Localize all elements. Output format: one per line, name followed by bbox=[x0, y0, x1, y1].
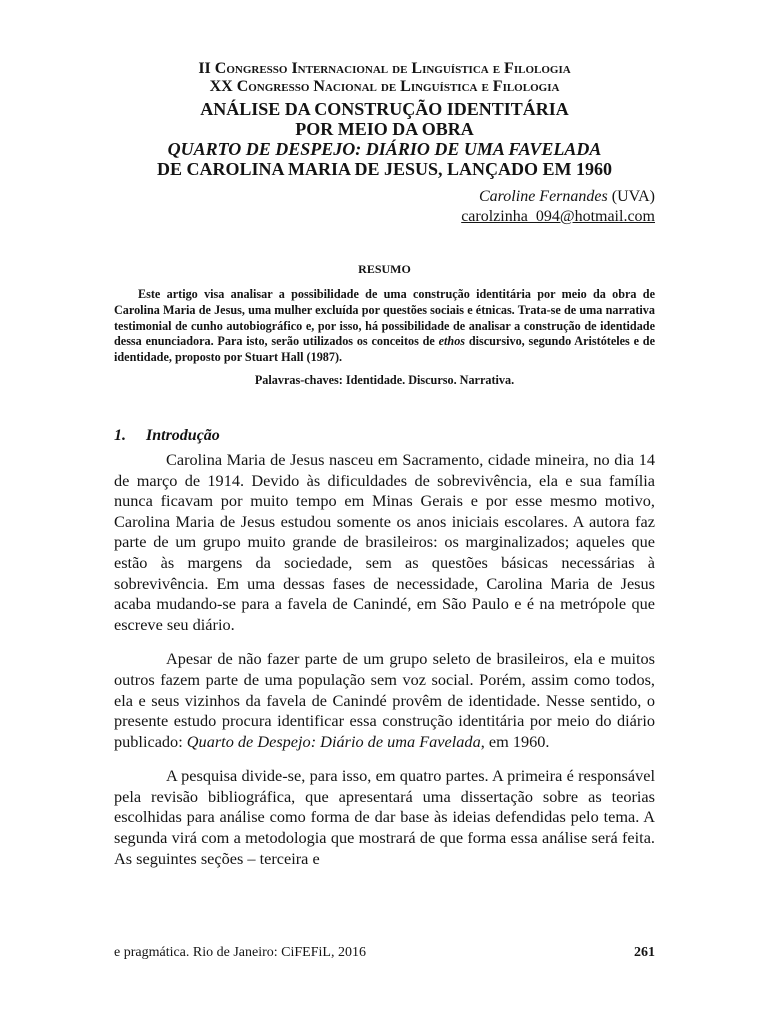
section-heading bbox=[114, 426, 655, 446]
title-line-3-work: QUARTO DE DESPEJO: DIÁRIO DE UMA FAVELADA bbox=[167, 139, 602, 159]
title-line-2: POR MEIO DA OBRA bbox=[295, 119, 474, 139]
paragraph-2-part-a: Apesar de não fazer parte de um grupo seleto de brasileiros, ela e muitos outros fazem parte de uma população sem voz social. Porém, assim como todos, ela e seus vizinhos da favela de Canindé provêm de identidade. Nesse sentido, o presente estudo procura identificar essa construção identitária por meio do diário publicado: bbox=[114, 649, 655, 751]
page-footer bbox=[114, 944, 655, 962]
abstract-text-part-b: discursivo, segundo Aristóteles e de identidade, proposto por Stuart Hall (1987). bbox=[114, 334, 655, 365]
author-affiliation: (UVA) bbox=[607, 188, 655, 205]
title-line-4: DE CAROLINA MARIA DE JESUS, LANÇADO EM 1960 bbox=[156, 159, 613, 179]
congress-line-2: XX Congresso Nacional de Linguística e Filologia bbox=[209, 78, 560, 95]
keywords: Palavras-chaves: Identidade. Discurso. Narrativa. bbox=[254, 372, 515, 387]
body-paragraph-1: Carolina Maria de Jesus nasceu em Sacramento, cidade mineira, no dia 14 de março de 1914. Devido às dificuldades de sobrevivência, ela e sua família nunca ficavam por muito tempo em Minas Gerais e por esse mesmo motivo, Carolina Maria de Jesus estudou somente os anos iniciais escolares. A autora faz parte de um grupo muito grande de brasileiros: os marginalizados; aqueles que estão às margens da sociedade, sem as questões básicas necessárias à sobrevivência. Em uma dessas fases de necessidade, Carolina Maria de Jesus acaba mudando-se para a favela de Canindé, em São Paulo e é na metrópole que escreve seu diário. bbox=[114, 449, 655, 634]
title-line-1: ANÁLISE DA CONSTRUÇÃO IDENTITÁRIA bbox=[200, 99, 569, 119]
paragraph-2-work-title: Quarto de Despejo: Diário de uma Favelada bbox=[186, 731, 481, 751]
paragraph-2-part-b: , em 1960. bbox=[480, 731, 550, 751]
author-name: Caroline Fernandes bbox=[479, 188, 608, 205]
paper-page bbox=[114, 60, 655, 869]
abstract-heading: RESUMO bbox=[358, 262, 411, 276]
congress-line-1: II Congresso Internacional de Linguística e Filologia bbox=[198, 60, 571, 77]
abstract-text bbox=[114, 287, 655, 366]
body-paragraph-2 bbox=[114, 649, 655, 752]
author-email[interactable]: carolzinha_094@hotmail.com bbox=[461, 208, 655, 225]
abstract-ethos-term: ethos bbox=[438, 334, 466, 349]
author-line bbox=[114, 187, 655, 207]
page-number: 261 bbox=[634, 945, 655, 960]
body-paragraph-3: A pesquisa divide-se, para isso, em quatro partes. A primeira é responsável pela revisão bibliográfica, que apresentará uma dissertação sobre as teorias escolhidas para análise como forma de dar base às ideias defendidas pelo tema. A segunda virá com a metodologia que mostrará de que forma essa análise será feita. As seguintes seções – terceira e bbox=[114, 766, 655, 868]
section-number: 1. bbox=[114, 426, 126, 444]
section-title: Introdução bbox=[146, 426, 220, 444]
abstract-text-part-a: Este artigo visa analisar a possibilidade de uma construção identitária por meio da obra de Carolina Maria de Jesus, uma mulher excluída por questões sociais e étnicas. Trata-se de uma narrativa testimonial de cunho autobiográfico e, por isso, há possibilidade de analisar a construção de identidade dessa enunciadora. Para isto, serão utilizados os conceitos de bbox=[114, 287, 655, 349]
footer-reference: e pragmática. Rio de Janeiro: CiFEFiL, 2016 bbox=[114, 945, 366, 960]
